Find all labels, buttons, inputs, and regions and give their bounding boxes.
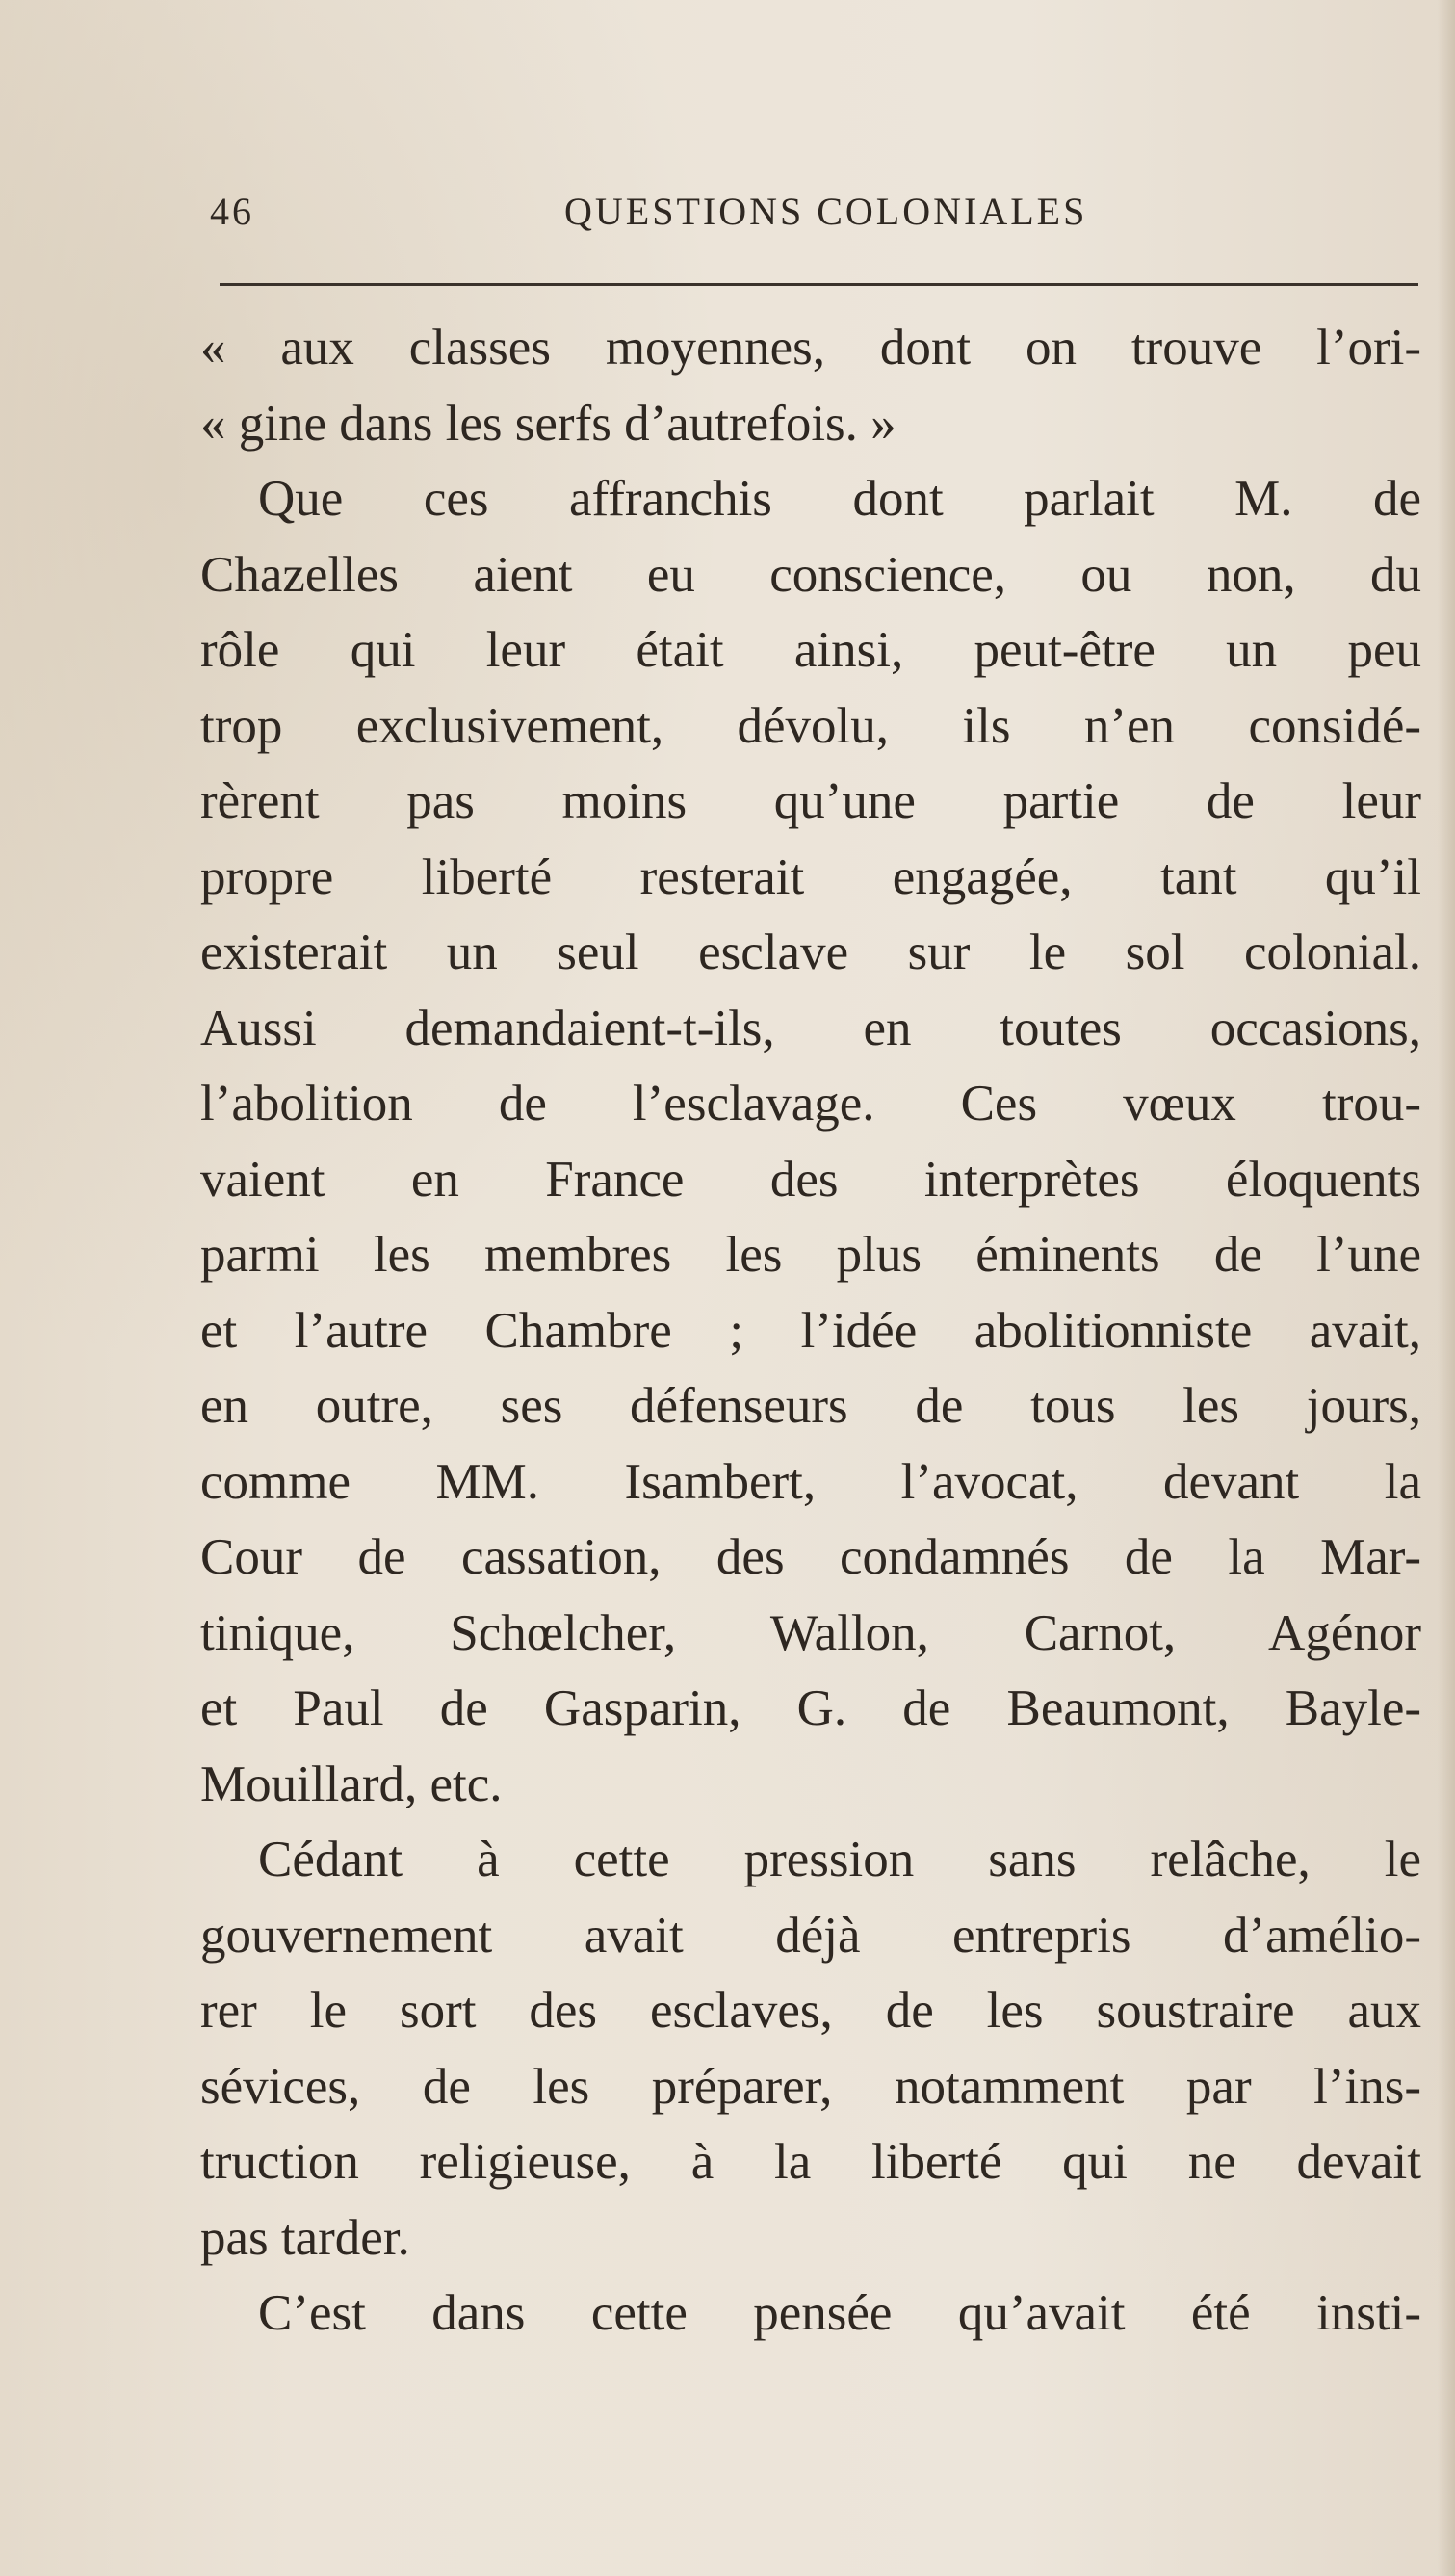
text-line: pas tarder. (200, 2209, 410, 2266)
text-line: existerait un seul esclave sur le sol colonial. (200, 924, 1421, 980)
text-line: Cour de cassation, des condamnés de la Mar- (200, 1529, 1421, 1585)
text-line: truction religieuse, à la liberté qui ne devait (200, 2134, 1421, 2190)
text-line: propre liberté resterait engagée, tant qu’il (200, 848, 1421, 905)
paragraph-first-line: Que ces affranchis dont parlait M. de (258, 471, 1421, 527)
text-line: vaient en France des interprètes éloquents (200, 1151, 1421, 1208)
text-line: Aussi demandaient-t-ils, en toutes occasions, (200, 1000, 1421, 1056)
text-line: « aux classes moyennes, dont on trouve l’ori- (200, 320, 1421, 376)
text-line: et Paul de Gasparin, G. de Beaumont, Bayle- (200, 1680, 1421, 1736)
page-edge-shadow (1438, 0, 1455, 2576)
paragraph-first-line: C’est dans cette pensée qu’avait été insti- (258, 2285, 1421, 2341)
text-line: en outre, ses défenseurs de tous les jours, (200, 1378, 1421, 1434)
text-line: « gine dans les serfs d’autrefois. » (200, 395, 896, 452)
header-rule (220, 283, 1418, 286)
body-text (200, 310, 1421, 2352)
text-line: tinique, Schœlcher, Wallon, Carnot, Agénor (200, 1604, 1421, 1661)
running-head (210, 189, 1414, 247)
page-number: 46 (210, 190, 254, 233)
text-line: trop exclusivement, dévolu, ils n’en considé- (200, 697, 1421, 754)
text-line: parmi les membres les plus éminents de l’une (200, 1227, 1421, 1283)
text-line: l’abolition de l’esclavage. Ces vœux trou- (200, 1076, 1421, 1132)
text-line: rer le sort des esclaves, de les soustraire aux (200, 1983, 1421, 2039)
text-line: et l’autre Chambre ; l’idée abolitionniste avait, (200, 1302, 1421, 1359)
text-line: Chazelles aient eu conscience, ou non, du (200, 546, 1421, 603)
text-line: gouvernement avait déjà entrepris d’amélio- (200, 1907, 1421, 1964)
text-line: rèrent pas moins qu’une partie de leur (200, 773, 1421, 829)
running-title: QUESTIONS COLONIALES (564, 190, 1088, 233)
text-line: Mouillard, etc. (200, 1756, 503, 1812)
text-line: rôle qui leur était ainsi, peut-être un peu (200, 622, 1421, 678)
text-line: sévices, de les préparer, notamment par l’ins- (200, 2058, 1421, 2115)
paragraph-first-line: Cédant à cette pression sans relâche, le (258, 1832, 1421, 1887)
text-line: comme MM. Isambert, l’avocat, devant la (200, 1453, 1421, 1510)
